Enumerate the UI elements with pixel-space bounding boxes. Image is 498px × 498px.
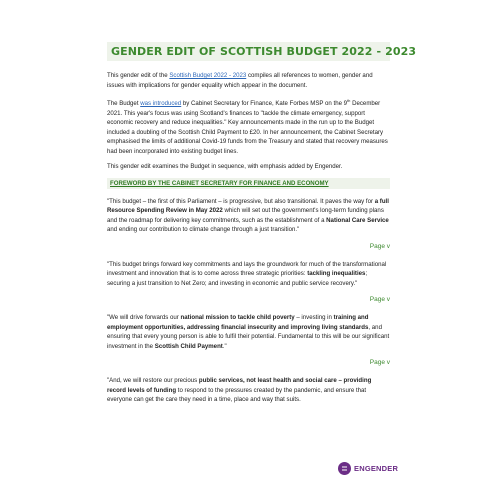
page-reference-2: Page v — [369, 296, 390, 304]
intro-text: by Cabinet Secretary for Finance, Kate Forbes MSP on the 9 — [181, 100, 348, 108]
was-introduced-link[interactable]: was introduced — [140, 100, 182, 108]
quote-4 — [107, 376, 390, 405]
quote-1 — [107, 197, 390, 235]
intro-paragraph-1 — [107, 71, 390, 90]
intro-text: compiles all references to women, gender and issues with implications for gender equality which appear in the document. — [107, 72, 373, 89]
emphasis: a full Resource Spending Review in May 2022 — [107, 197, 389, 215]
quote-text: to respond to the pressures created by the pandemic, and ensure that everyone can get the care they need in a time, place and way that suits. — [107, 386, 367, 404]
quote-text: , and ensuring that every young person is able to fulfil their potential. Fundamental to this will be our significant investment in the — [107, 323, 390, 350]
scottish-budget-link[interactable]: Scottish Budget 2022 - 2023 — [169, 72, 247, 79]
intro-text: December 2021. This year's focus was using Scotland's finances to "tackle the climate emergency, support economic recovery and reduce inequalities." Key announcements made in the run up to the Budget included a doubling of the Scottish Child Payment to £20. In her announcement, the Cabinet Secretary emphasised the limits of additional Covid-19 funds from the Treasury and stated that recovery measures had been incorporated into existing budget lines. — [107, 100, 388, 155]
section-heading: FOREWORD BY THE CABINET SECRETARY FOR FINANCE AND ECONOMY — [110, 179, 329, 187]
emphasis: tackling inequalities — [307, 270, 366, 278]
engender-logo-text: ENGENDER — [354, 464, 399, 473]
title-bar — [107, 42, 417, 61]
quote-3 — [107, 313, 390, 351]
quote-text: ." — [222, 342, 227, 350]
quote-text: "And, we will restore our precious — [107, 377, 199, 385]
quote-2 — [107, 260, 390, 289]
page-title: GENDER EDIT OF SCOTTISH BUDGET 2022 - 2023 — [111, 45, 417, 58]
quote-text: – investing in — [294, 314, 334, 322]
quote-text: and ending our contribution to climate change through a just transition." — [107, 226, 300, 234]
section-bar — [107, 178, 390, 189]
quote-text: "This budget brings forward key commitments and lays the groundwork for much of the transformational investment and innovation that is to come across three strategic priorities: — [107, 260, 387, 278]
quote-text: "This budget – the first of this Parliament – is progressive, but also transitional. It paves the way for — [107, 197, 375, 205]
document-page — [107, 42, 417, 413]
emphasis: National Care Service — [326, 216, 389, 224]
emphasis: national mission to tackle child poverty — [180, 314, 295, 322]
engender-logo-icon — [338, 462, 351, 475]
emphasis: Scottish Child Payment — [154, 342, 223, 350]
page-reference-1: Page v — [369, 242, 390, 250]
quote-text: "We will drive forwards our — [107, 314, 181, 322]
intro-text: The Budget — [107, 100, 141, 108]
intro-paragraph-3: This gender edit examines the Budget in sequence, with emphasis added by Engender. — [107, 163, 343, 171]
emphasis: public services, not least health and social care – providing record levels of funding — [107, 377, 372, 394]
intro-text: This gender edit of the — [107, 72, 170, 79]
intro-paragraph-2 — [107, 96, 390, 156]
ordinal-suffix: th — [347, 98, 351, 103]
page-reference-3: Page v — [369, 359, 390, 367]
emphasis: training and employment opportunities, addressing financial insecurity and improving living standards — [107, 314, 369, 331]
engender-logo — [338, 462, 398, 475]
quote-text: ; securing a just transition to Net Zero; and investing in economic and public service recovery." — [107, 270, 368, 287]
quote-text: which will set out the government's long-term funding plans and the roadmap for delivering key commitments, such as the establishment of a — [107, 207, 384, 224]
